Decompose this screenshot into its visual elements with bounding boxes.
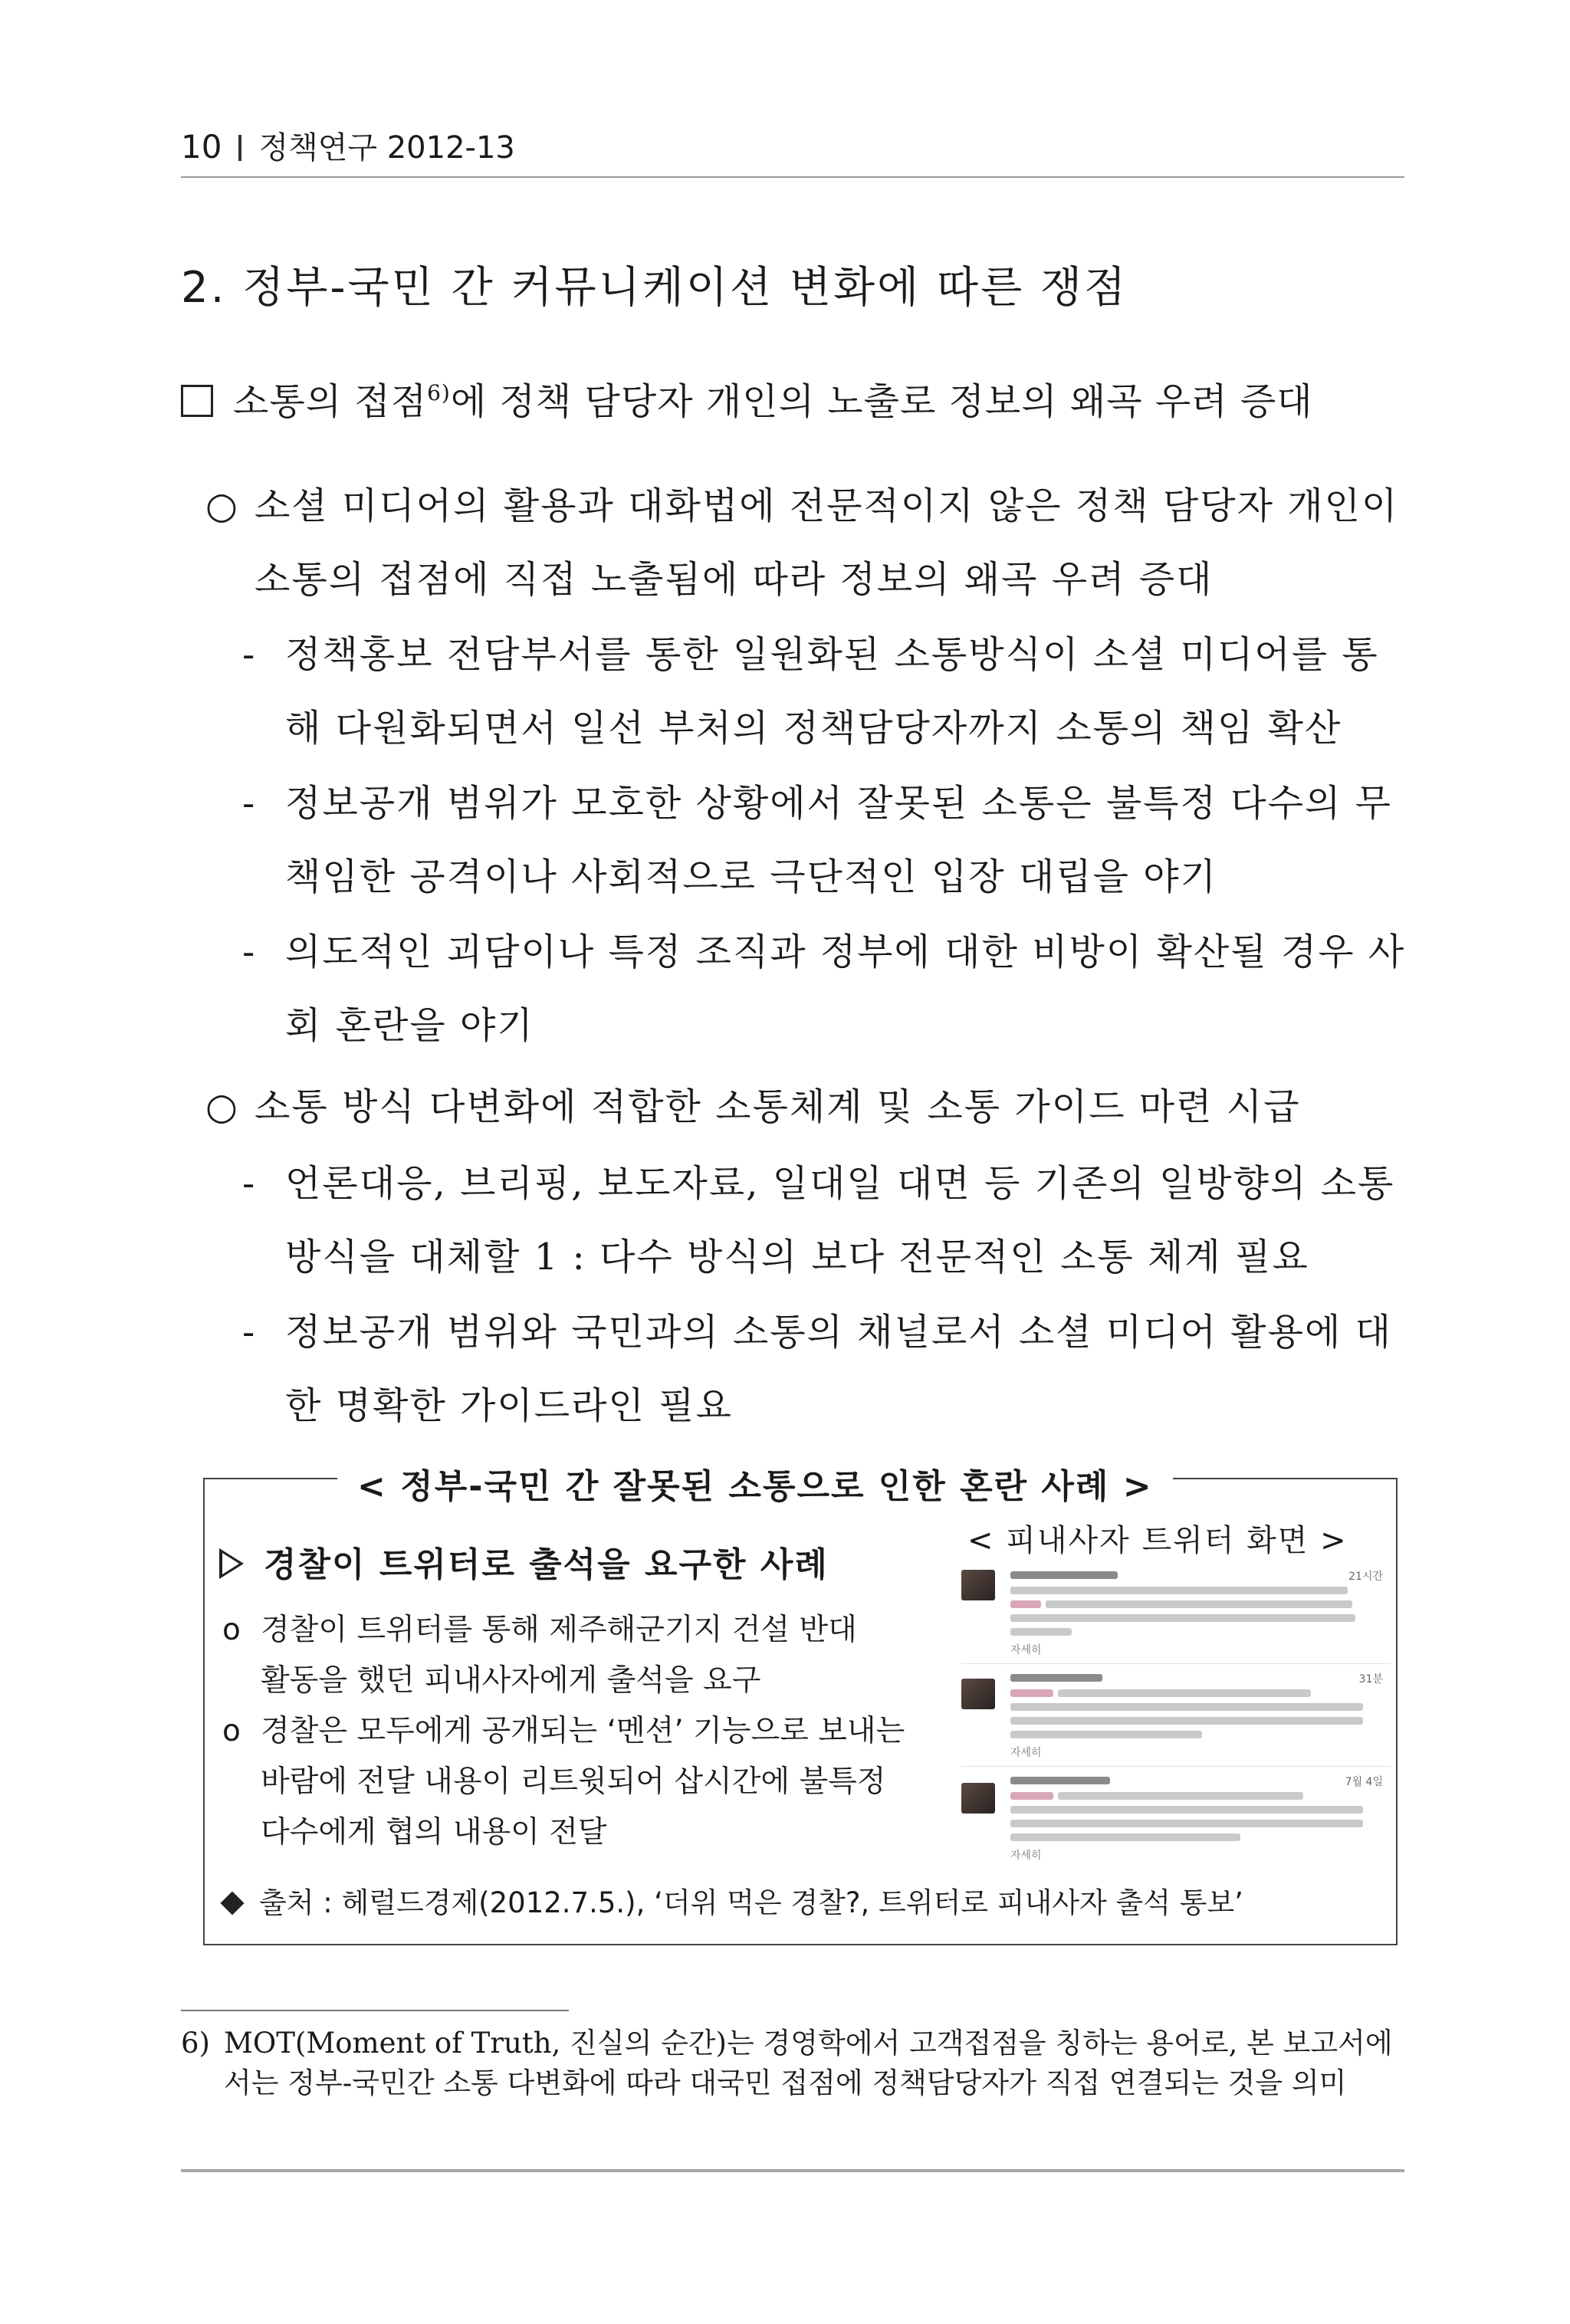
- sub-bullet-item: [242, 1295, 1411, 1443]
- sub-bullet-text: 정책홍보 전담부서를 통한 일원화된 소통방식이 소셜 미디어를 통해 다원화되면서 일선 부처의 정책담당자까지 소통의 책임 확산: [285, 633, 1379, 750]
- triangle-right-icon: [219, 1548, 244, 1579]
- sub-bullet-item: [242, 766, 1411, 914]
- case-item: [222, 1605, 857, 1706]
- sub-bullet-text: 정보공개 범위와 국민과의 소통의 채널로서 소셜 미디어 활용에 대한 명확한 가이드라인 필요: [285, 1311, 1393, 1427]
- sub-bullet-item: [242, 618, 1411, 765]
- case-box-title: < 정부-국민 간 잘못된 소통으로 인한 혼란 사례 >: [337, 1464, 1173, 1510]
- footnote-ref: 6): [427, 380, 451, 405]
- source-citation: [219, 1884, 1243, 1922]
- tweet-time: 21시간: [1348, 1571, 1383, 1583]
- o-bullet-icon: o: [222, 1613, 241, 1647]
- bottom-rule: [181, 2169, 1404, 2172]
- sub-bullet-text: 의도적인 괴담이나 특정 조직과 정부에 대한 비방이 확산될 경우 사회 혼란을 야기: [285, 931, 1406, 1047]
- case-item-line: 경찰은 모두에게 공개되는 ‘멘션’ 기능으로 보내는: [261, 1714, 905, 1748]
- case-subtitle: [219, 1542, 829, 1588]
- topic-text-after: 에 정책 담당자 개인의 노출로 정보의 왜곡 우려 증대: [450, 380, 1313, 423]
- case-item-line: 바람에 전달 내용이 리트윗되어 삽시간에 불특정: [261, 1764, 886, 1799]
- avatar: [961, 1679, 995, 1709]
- o-bullet-icon: o: [222, 1714, 241, 1748]
- footnote-text: MOT(Moment of Truth, 진실의 순간)는 경영학에서 고객접점을 칭하는 용어로, 본 보고서에서는 정부-국민간 소통 다변화에 따라 대국민 접점에 정책담당자가 직접 연결되는 것을 의미: [224, 2027, 1393, 2099]
- footnote-rule: [181, 2010, 569, 2011]
- sub-bullet-text: 정보공개 범위가 모호한 상황에서 잘못된 소통은 불특정 다수의 무책임한 공격이나 사회적으로 극단적인 입장 대립을 야기: [285, 782, 1393, 898]
- sub-bullet-item: [242, 915, 1411, 1062]
- page-number: 10: [181, 128, 222, 166]
- case-item-line: 다수에게 협의 내용이 전달: [261, 1815, 607, 1850]
- avatar: [961, 1570, 995, 1600]
- case-subtitle-text: 경찰이 트위터로 출석을 요구한 사례: [264, 1545, 829, 1584]
- checkbox-square-icon: [181, 385, 213, 417]
- footnote: [181, 2024, 1404, 2103]
- publication-name: 정책연구 2012-13: [258, 130, 515, 166]
- tweet-more-link: 자세히: [1010, 1850, 1042, 1862]
- tweet-time: 7월 4일: [1345, 1776, 1383, 1788]
- avatar: [961, 1783, 995, 1814]
- source-text: 출처 : 헤럴드경제(2012.7.5.), ‘더위 먹은 경찰?, 트위터로 피내사자 출석 통보’: [259, 1886, 1243, 1919]
- case-item-line: 경찰이 트위터를 통해 제주해군기지 건설 반대: [261, 1613, 857, 1647]
- header-separator: [238, 135, 241, 161]
- sub-bullet-item: [242, 1147, 1411, 1294]
- section-title: 2. 정부-국민 간 커뮤니케이션 변화에 따른 쟁점: [181, 263, 1128, 313]
- tweet: [961, 1568, 1391, 1664]
- dash-bullet-icon: -: [242, 1311, 257, 1354]
- topic-heading: [181, 379, 1313, 425]
- footnote-number: 6): [181, 2027, 210, 2060]
- dash-bullet-icon: -: [242, 633, 257, 676]
- tweet-more-link: 자세히: [1010, 1747, 1042, 1759]
- topic-text-before: 소통의 접점: [233, 380, 428, 423]
- circle-bullet-icon: ○: [205, 484, 239, 527]
- tweet: [961, 1671, 1391, 1767]
- twitter-screenshot: [961, 1568, 1391, 1871]
- circle-bullet-icon: ○: [205, 1085, 239, 1128]
- twitter-caption: < 피내사자 트위터 화면 >: [967, 1523, 1348, 1558]
- header-rule: [181, 176, 1404, 178]
- tweet: [961, 1774, 1391, 1869]
- case-item: [222, 1706, 905, 1858]
- tweet-more-link: 자세히: [1010, 1644, 1042, 1656]
- tweet-time: 31분: [1358, 1673, 1383, 1686]
- sub-bullet-text: 언론대응, 브리핑, 보도자료, 일대일 대면 등 기존의 일방향의 소통방식을 대체할 1 : 다수 방식의 보다 전문적인 소통 체계 필요: [285, 1162, 1395, 1279]
- dash-bullet-icon: -: [242, 1162, 257, 1205]
- case-item-line: 활동을 했던 피내사자에게 출석을 요구: [261, 1663, 761, 1698]
- dash-bullet-icon: -: [242, 782, 257, 825]
- bullet-text: 소셜 미디어의 활용과 대화법에 전문적이지 않은 정책 담당자 개인이 소통의 접점에 직접 노출됨에 따라 정보의 왜곡 우려 증대: [255, 484, 1399, 601]
- dash-bullet-icon: -: [242, 931, 257, 973]
- bullet-item: [205, 1070, 1411, 1144]
- bullet-text: 소통 방식 다변화에 적합한 소통체계 및 소통 가이드 마련 시급: [255, 1085, 1301, 1128]
- page-header: [181, 129, 515, 166]
- diamond-bullet-icon: [220, 1891, 244, 1915]
- bullet-item: [205, 469, 1411, 616]
